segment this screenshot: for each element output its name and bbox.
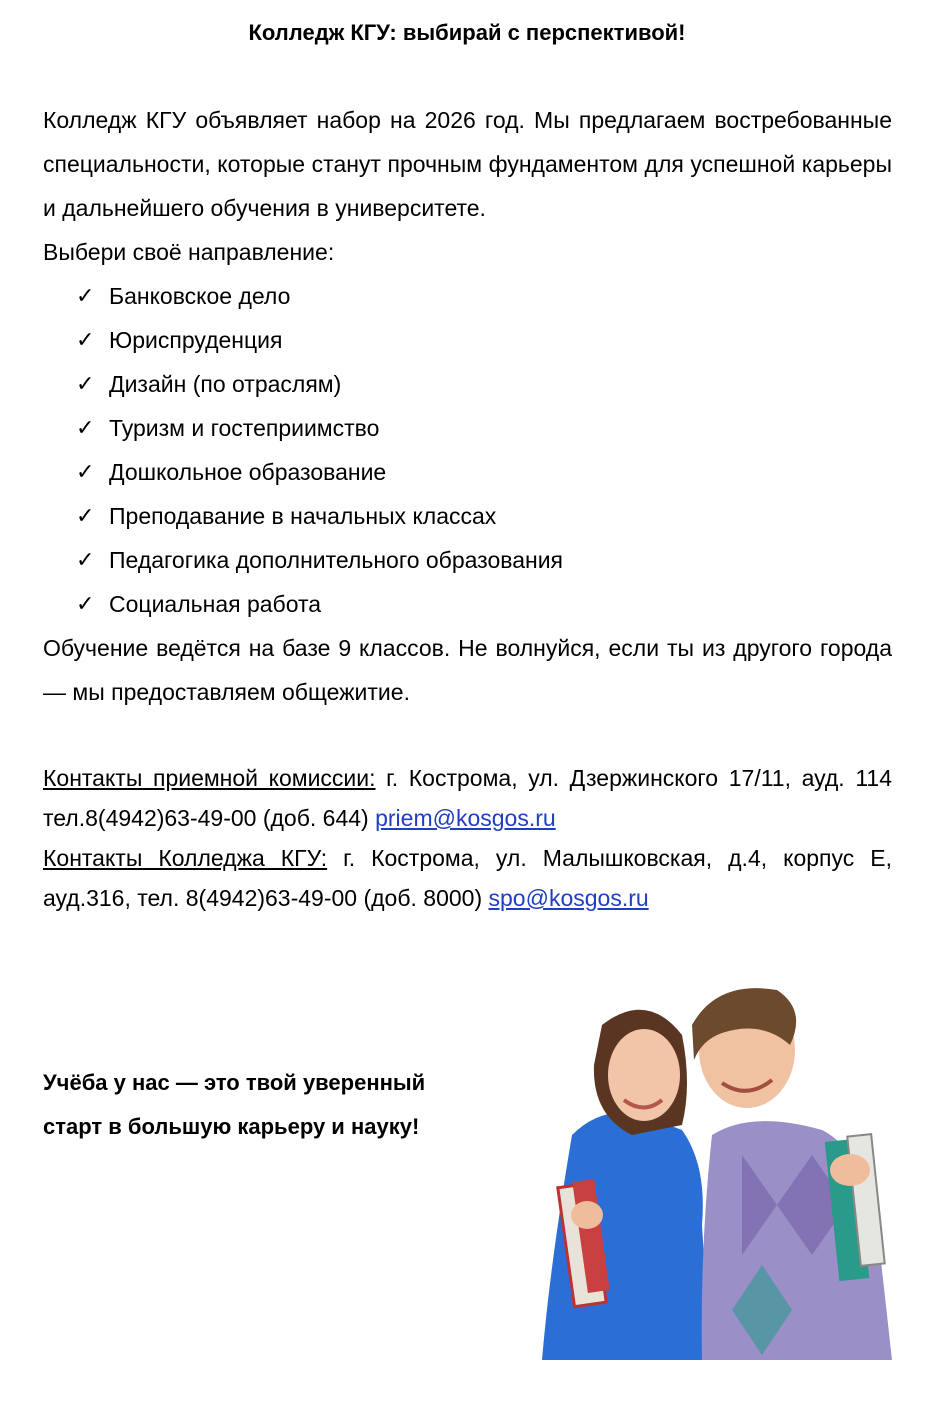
direction-label: Дошкольное образование [109,459,387,485]
checkmark-icon: ✓ [76,591,95,616]
checkmark-icon: ✓ [76,371,95,396]
direction-label: Юриспруденция [109,327,283,353]
direction-label: Преподавание в начальных классах [109,503,497,529]
direction-label: Социальная работа [109,591,322,617]
checkmark-icon: ✓ [76,327,95,352]
direction-label: Дизайн (по отраслям) [109,371,342,397]
admission-email-link[interactable]: priem@kosgos.ru [375,805,556,831]
spacer [43,714,892,758]
page-title: Колледж КГУ: выбирай с перспективой! [248,20,686,45]
list-item [76,274,892,318]
main-content [43,98,892,918]
list-item [76,362,892,406]
checkmark-icon: ✓ [76,415,95,440]
college-email-link[interactable]: spo@kosgos.ru [488,885,649,911]
directions-heading: Выбери своё направление: [43,239,335,265]
college-contacts-label: Контакты Колледжа КГУ: [43,845,328,871]
checkmark-icon: ✓ [76,283,95,308]
admission-contacts-label: Контакты приемной комиссии: [43,765,376,791]
direction-label: Туризм и гостеприимство [109,415,380,441]
admission-contacts [43,758,892,838]
list-item [76,450,892,494]
list-item [76,538,892,582]
checkmark-icon: ✓ [76,503,95,528]
checkmark-icon: ✓ [76,547,95,572]
study-note: Обучение ведётся на базе 9 классов. Не волнуйся, если ты из другого города — мы предоставляем общежитие. [43,635,892,705]
list-item [76,494,892,538]
slogan [43,1061,425,1149]
slogan-line-1: Учёба у нас — это твой уверенный [43,1070,426,1095]
checkmark-icon: ✓ [76,459,95,484]
direction-label: Педагогика дополнительного образования [109,547,564,573]
students-with-books-illustration [532,965,918,1365]
slogan-line-2: старт в большую карьеру и науку! [43,1114,420,1139]
list-item [76,406,892,450]
list-item [76,318,892,362]
directions-list [43,274,892,626]
admission-contacts-text: г. Кострома, ул. Дзержинского 17/11, ауд. 114 тел.8(4942)63-49-00 (доб. 644) [43,765,892,831]
college-contacts [43,838,892,918]
college-contacts-text: г. Кострома, ул. Малышковская, д.4, корпус Е, ауд.316, тел. 8(4942)63-49-00 (доб. 8000) [43,845,892,911]
intro-paragraph: Колледж КГУ объявляет набор на 2026 год. Мы предлагаем востребованные специальности, которые станут прочным фундаментом для успешной карьеры и дальнейшего обучения в университете. [43,107,892,221]
list-item [76,582,892,626]
direction-label: Банковское дело [109,283,291,309]
